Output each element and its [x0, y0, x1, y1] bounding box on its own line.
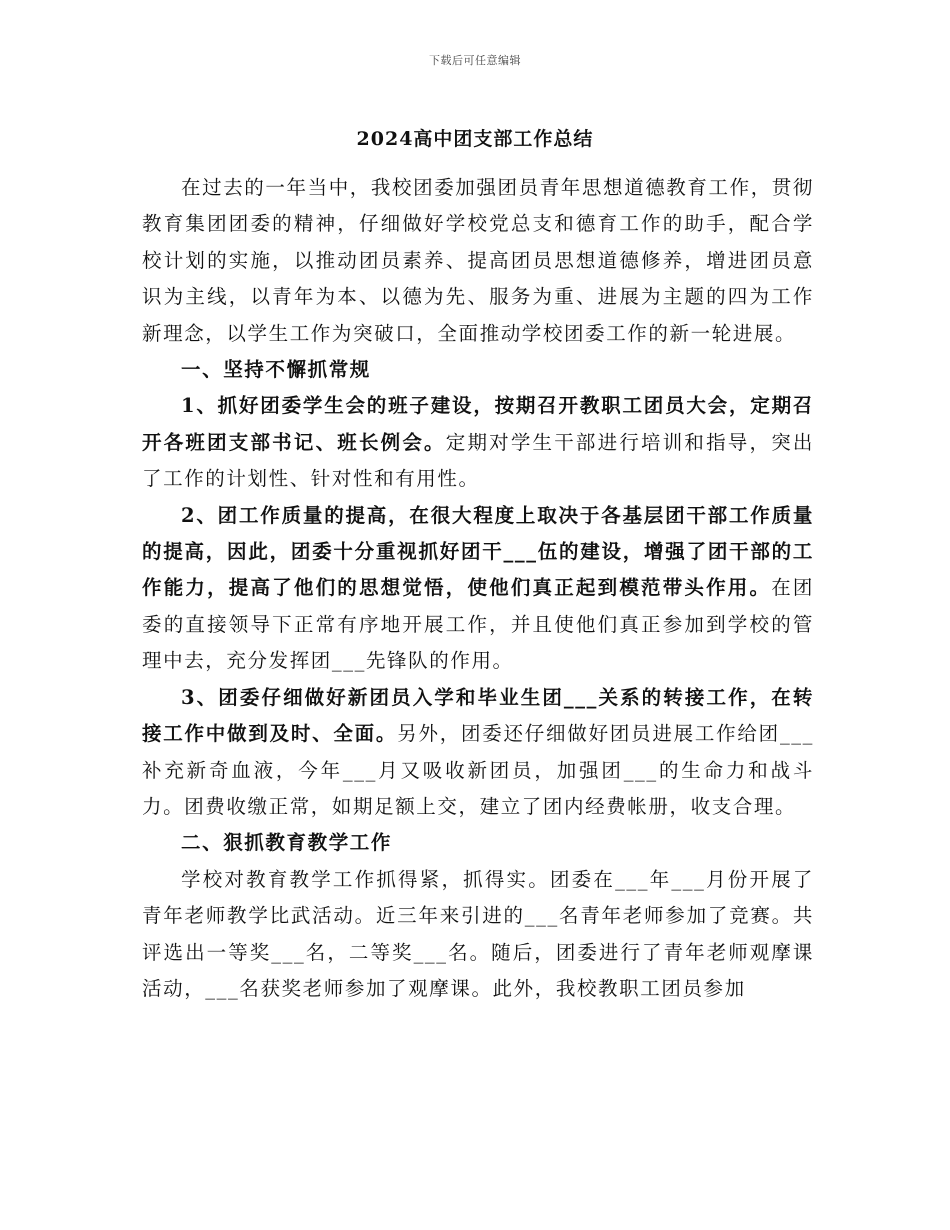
item-1-text: 定期对学生干部进行培训和指导，突出了工作的计划性、针对性和有用性。 [142, 430, 814, 491]
section-1-heading: 一、坚持不懈抓常规 [181, 358, 371, 382]
section-1-item-1 [142, 388, 814, 497]
section-1-item-2 [142, 498, 814, 680]
header-note: 下载后可任意编辑 [429, 54, 521, 67]
document-body [142, 170, 814, 1007]
item-3-bold-lead: 3、团委仔细做好新团员入学和毕业生团___关系的转接工作，在转接工作中做到及时、全面。 [142, 685, 814, 746]
document-title: 2024高中团支部工作总结 [356, 128, 594, 150]
item-3-text: 另外，团委还仔细做好团员进展工作给团___补充新奇血液，今年___月又吸收新团员，加强团___的生命力和战斗力。团费收缴正常，如期足额上交，建立了团内经费帐册，收支合理。 [142, 722, 815, 818]
section-2-heading: 二、狠抓教育教学工作 [181, 831, 393, 855]
section-1-item-3 [142, 680, 814, 826]
item-2-text: 在团委的直接领导下正常有序地开展工作，并且使他们真正参加到学校的管理中去，充分发挥团___先锋队的作用。 [142, 576, 814, 673]
item-2-bold-lead: 2、团工作质量的提高，在很大程度上取决于各基层团干部工作质量的提高，因此，团委十分重视抓好团干___伍的建设，增强了团干部的工作能力，提高了他们的思想觉悟，使他们真正起到模范带头作用。 [142, 503, 814, 600]
section-2-paragraph: 学校对教育教学工作抓得紧，抓得实。团委在___年___月份开展了青年老师教学比武活动。近三年来引进的___名青年老师参加了竞赛。共评选出一等奖___名，二等奖___名。随后，团委进行了青年老师观摩课活动，___名获奖老师参加了观摩课。此外，我校教职工团员参加 [142, 867, 814, 1000]
item-1-bold-lead: 1、抓好团委学生会的班子建设，按期召开教职工团员大会，定期召开各班团支部书记、班长例会。 [142, 394, 814, 454]
intro-paragraph: 在过去的一年当中，我校团委加强团员青年思想道德教育工作，贯彻教育集团团委的精神，仔细做好学校党总支和德育工作的助手，配合学校计划的实施，以推动团员素养、提高团员思想道德修养，增进团员意识为主线，以青年为本、以德为先、服务为重、进展为主题的四为工作新理念，以学生工作为突破口，全面推动学校团委工作的新一轮进展。 [142, 176, 815, 345]
